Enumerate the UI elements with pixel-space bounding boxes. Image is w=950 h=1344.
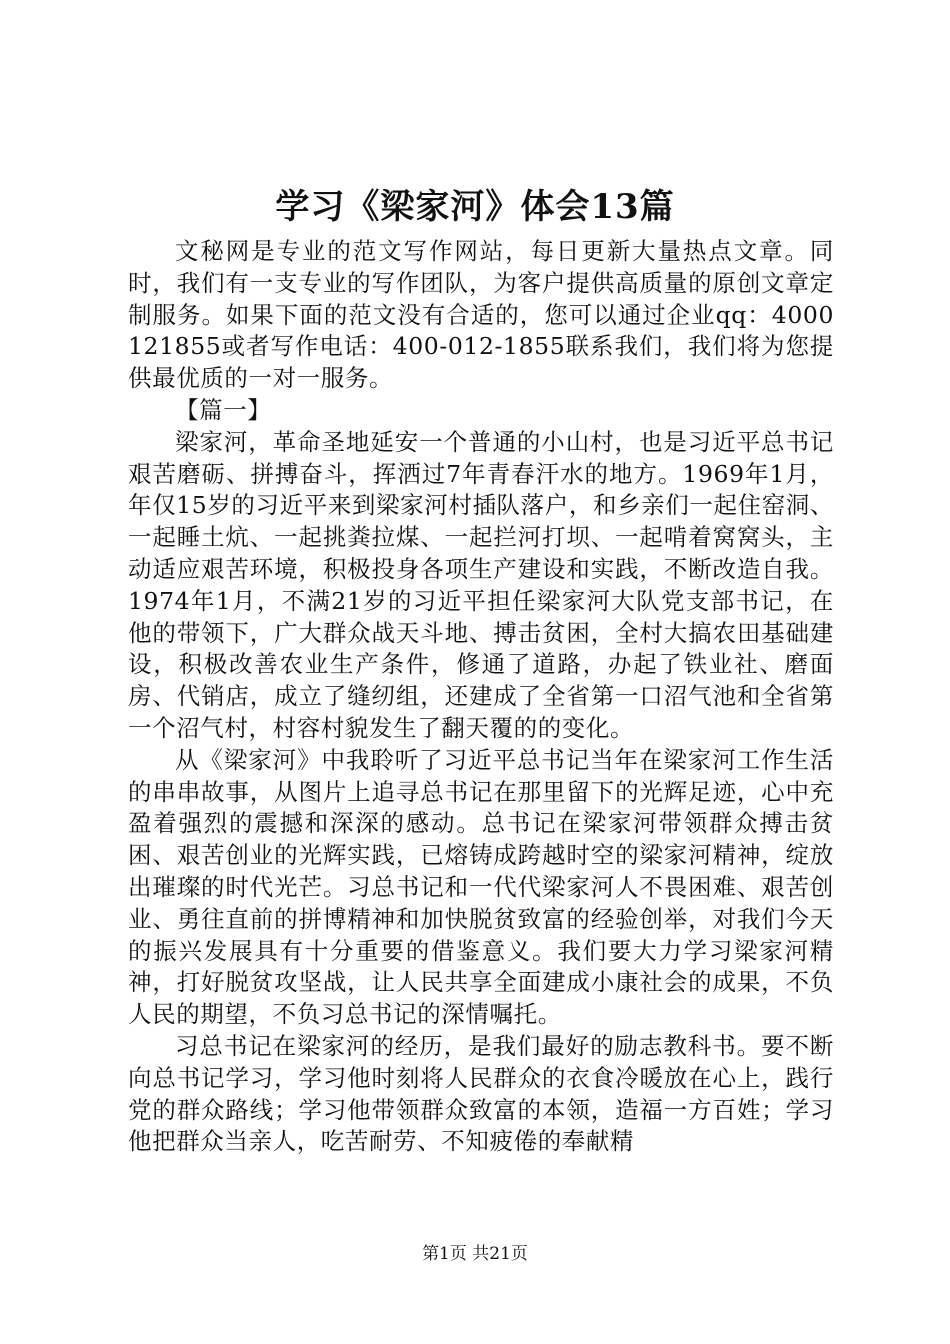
section-heading: 【篇一】 xyxy=(175,395,272,424)
document-title: 学习《梁家河》体会13篇 xyxy=(275,187,675,227)
document-body xyxy=(128,236,834,1158)
intro-paragraph: 文秘网是专业的范文写作网站，每日更新大量热点文章。同时，我们有一支专业的写作团队，为客户提供高质量的原创文章定制服务。如果下面的范文没有合适的，您可以通过企业qq：4000121855或者写作电话：400-012-1855联系我们，我们将为您提供最优质的一对一服务。 xyxy=(128,237,834,393)
page-number-footer: 第1页 共21页 xyxy=(422,1244,528,1264)
body-paragraph: 习总书记在梁家河的经历，是我们最好的励志教科书。要不断向总书记学习，学习他时刻将人民群众的衣食冷暖放在心上，践行党的群众路线；学习他带领群众致富的本领，造福一方百姓；学习他把群众当亲人，吃苦耐劳、不知疲倦的奉献精 xyxy=(128,1031,834,1156)
body-paragraph: 梁家河，革命圣地延安一个普通的小山村，也是习近平总书记艰苦磨砺、拼搏奋斗，挥洒过7年青春汗水的地方。1969年1月，年仅15岁的习近平来到梁家河村插队落户，和乡亲们一起住窑洞、一起睡土炕、一起挑粪拉煤、一起拦河打坝、一起啃着窝窝头，主动适应艰苦环境，积极投身各项生产建设和实践，不断改造自我。1974年1月，不满21岁的习近平担任梁家河大队党支部书记，在他的带领下，广大群众战天斗地、搏击贫困，全村大搞农田基础建设，积极改善农业生产条件，修通了道路，办起了铁业社、磨面房、代销店，成立了缝纫组，还建成了全省第一口沼气池和全省第一个沼气村，村容村貌发生了翻天覆的的变化。 xyxy=(128,427,834,742)
body-paragraph: 从《梁家河》中我聆听了习近平总书记当年在梁家河工作生活的串串故事，从图片上追寻总书记在那里留下的光辉足迹，心中充盈着强烈的震撼和深深的感动。总书记在梁家河带领群众搏击贫困、艰苦创业的光辉实践，已熔铸成跨越时空的梁家河精神，绽放出璀璨的时代光芒。习总书记和一代代梁家河人不畏困难、艰苦创业、勇往直前的拼博精神和加快脱贫致富的经验创举，对我们今天的振兴发展具有十分重要的借鉴意义。我们要大力学习梁家河精神，打好脱贫攻坚战，让人民共享全面建成小康社会的成果，不负人民的期望，不负习总书记的深情嘱托。 xyxy=(128,745,834,1029)
